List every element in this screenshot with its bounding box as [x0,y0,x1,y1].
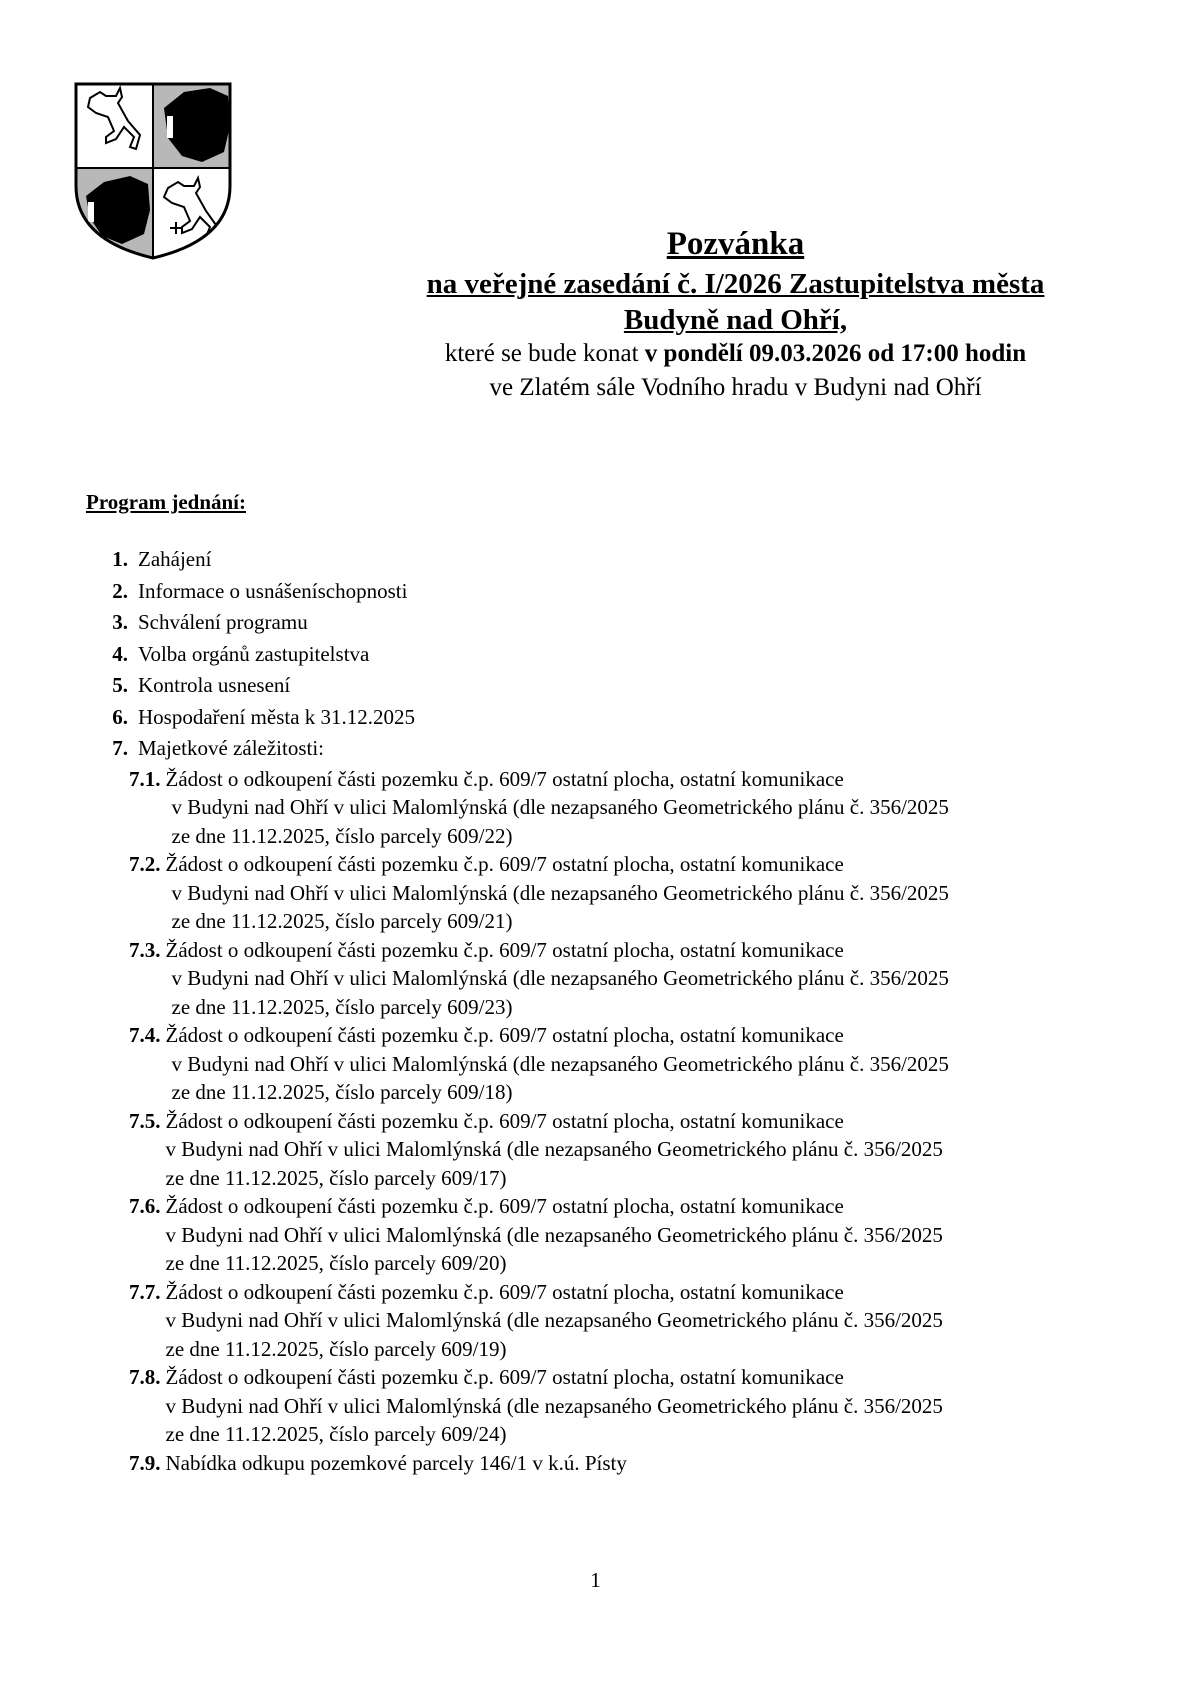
subitem-line: ze dne 11.12.2025, číslo parcely 609/17) [165,1165,507,1190]
meeting-location: ve Zlatém sále Vodního hradu v Budyni nad Ohří [489,374,982,401]
agenda-subitem [129,1192,1106,1278]
agenda-subitem-number: 7.6. [129,1194,161,1218]
agenda-item-text: Volba orgánů zastupitelstva [138,641,370,666]
subitem-line: Žádost o odkoupení části pozemku č.p. 609/7 ostatní plocha, ostatní komunikace [165,1365,844,1389]
agenda-item-number: 2. [112,578,128,603]
agenda-item [86,576,1106,608]
agenda-subitem-number: 7.2. [129,852,161,876]
subitem-line: ze dne 11.12.2025, číslo parcely 609/22) [171,823,513,848]
agenda-subitem-number: 7.1. [129,766,161,791]
program-heading: Program jednání: [86,490,247,514]
subitem-line: ze dne 11.12.2025, číslo parcely 609/23) [171,994,513,1019]
agenda-subitem [129,1363,1106,1449]
subitem-line: v Budyni nad Ohří v ulici Malomlýnská (dle nezapsaného Geometrického plánu č. 356/2025 [165,1137,943,1161]
subitem-line: v Budyni nad Ohří v ulici Malomlýnská (dle nezapsaného Geometrického plánu č. 356/2025 [171,795,949,819]
subitem-line: Žádost o odkoupení části pozemku č.p. 609/7 ostatní plocha, ostatní komunikace [165,937,844,962]
meeting-date-line [140,340,1191,368]
subitem-line: v Budyni nad Ohří v ulici Malomlýnská (dle nezapsaného Geometrického plánu č. 356/2025 [165,1222,943,1247]
agenda-subitem [129,1278,1106,1364]
agenda-subitem [129,1107,1106,1193]
agenda-item-number: 5. [112,673,128,697]
agenda-item-number: 6. [112,704,128,729]
agenda-subitem [129,1021,1106,1107]
agenda-item-number: 1. [112,547,128,571]
subitem-line: v Budyni nad Ohří v ulici Malomlýnská (dle nezapsaného Geometrického plánu č. 356/2025 [171,1051,949,1076]
meeting-date-prefix: které se bude konat [444,340,645,367]
agenda-item-text: Kontrola usnesení [138,673,291,697]
subitem-line: v Budyni nad Ohří v ulici Malomlýnská (dle nezapsaného Geometrického plánu č. 356/2025 [171,966,949,990]
agenda-subitem [129,850,1106,936]
agenda-subitem-number: 7.3. [129,937,161,962]
subitem-line: Žádost o odkoupení části pozemku č.p. 609/7 ostatní plocha, ostatní komunikace [165,1279,844,1304]
subitem-line: v Budyni nad Ohří v ulici Malomlýnská (dle nezapsaného Geometrického plánu č. 356/2025 [165,1393,943,1418]
agenda-item-text: Majetkové záležitosti: [138,736,325,760]
subitem-line: ze dne 11.12.2025, číslo parcely 609/21) [171,909,513,933]
agenda-subitem-number: 7.4. [129,1023,161,1047]
agenda-item [86,607,1106,639]
agenda-item-text: Informace o usnášeníschopnosti [138,578,408,603]
agenda-subitem [129,765,1106,851]
agenda-subitem-number: 7.7. [129,1279,161,1304]
subitem-line: Nabídka odkupu pozemkové parcely 146/1 v k.ú. Písty [165,1450,627,1475]
subitem-line: Žádost o odkoupení části pozemku č.p. 609/7 ostatní plocha, ostatní komunikace [165,852,844,876]
subitem-line: ze dne 11.12.2025, číslo parcely 609/24) [165,1422,507,1446]
agenda-subitem [129,936,1106,1022]
agenda-subitem-number: 7.9. [129,1450,161,1475]
subitem-line: Žádost o odkoupení části pozemku č.p. 609/7 ostatní plocha, ostatní komunikace [165,766,844,791]
subitem-line: v Budyni nad Ohří v ulici Malomlýnská (dle nezapsaného Geometrického plánu č. 356/2025 [171,880,949,905]
subitem-line: ze dne 11.12.2025, číslo parcely 609/18) [171,1080,513,1104]
agenda-subitem [129,1449,1106,1478]
agenda-subitem-number: 7.8. [129,1365,161,1389]
page-number: 1 [590,1568,601,1592]
agenda-list [86,544,1106,1477]
agenda-item [86,544,1106,576]
meeting-date-time: v pondělí 09.03.2026 od 17:00 hodin [644,340,1027,367]
agenda-item [86,670,1106,702]
subitem-line: Žádost o odkoupení části pozemku č.p. 609/7 ostatní plocha, ostatní komunikace [165,1108,844,1133]
subitem-line: Žádost o odkoupení části pozemku č.p. 609/7 ostatní plocha, ostatní komunikace [165,1194,844,1218]
document-subtitle-line1: na veřejné zasedání č. I/2026 Zastupitelstva města [426,268,1045,300]
document-subtitle-line2: Budyně nad Ohří, [623,304,848,336]
agenda-item [86,733,1106,765]
agenda-item-text: Hospodaření města k 31.12.2025 [138,704,416,729]
subitem-line: Žádost o odkoupení části pozemku č.p. 609/7 ostatní plocha, ostatní komunikace [165,1023,844,1047]
agenda-item [86,639,1106,671]
agenda-item-number: 4. [112,641,128,666]
agenda-item-text: Zahájení [138,547,212,571]
document-title: Pozvánka [666,226,805,262]
subitem-line: ze dne 11.12.2025, číslo parcely 609/20) [165,1251,507,1275]
agenda-item-text: Schválení programu [138,610,308,634]
agenda-item-number: 7. [112,736,128,760]
agenda-item-number: 3. [112,610,128,634]
subitem-line: ze dne 11.12.2025, číslo parcely 609/19) [165,1336,507,1361]
agenda-subitem-number: 7.5. [129,1108,161,1133]
subitem-line: v Budyni nad Ohří v ulici Malomlýnská (dle nezapsaného Geometrického plánu č. 356/2025 [165,1308,943,1332]
agenda-item [86,702,1106,734]
